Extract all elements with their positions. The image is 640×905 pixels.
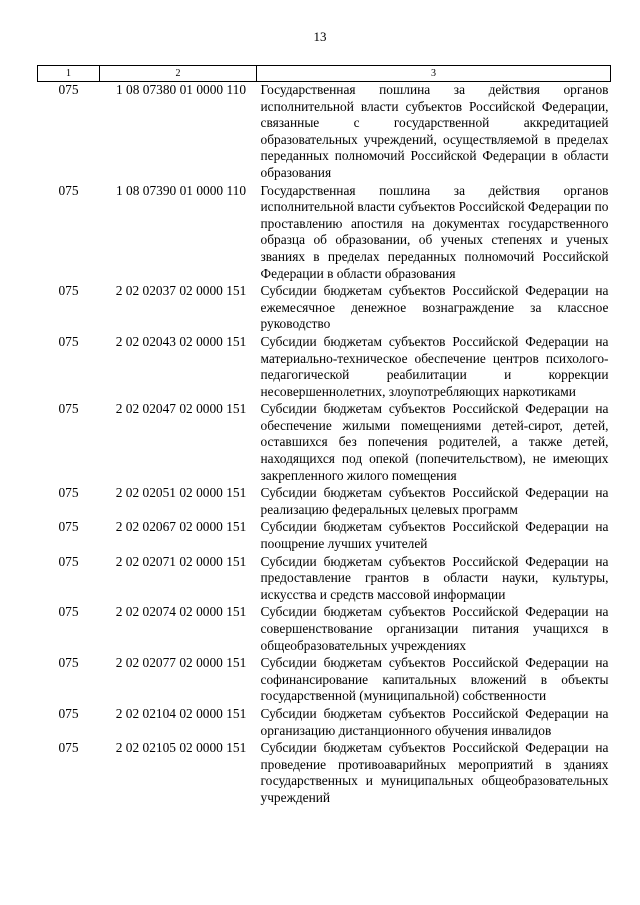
budget-classification-code-cell: 2 02 02077 02 0000 151 — [115, 655, 247, 671]
table-row — [38, 485, 611, 519]
budget-classification-code-cell: 1 08 07390 01 0000 110 — [115, 182, 247, 198]
budget-classification-code-cell: 2 02 02051 02 0000 151 — [115, 485, 247, 501]
admin-code-cell: 075 — [58, 485, 79, 501]
table-row — [38, 740, 611, 807]
table-row — [38, 655, 611, 706]
admin-code-cell: 075 — [58, 604, 79, 620]
admin-code-cell: 075 — [58, 705, 79, 721]
revenue-name-cell: Субсидии бюджетам субъектов Российской Федерации на материально-техническое обеспечение центров психолого-педагогической реабилитации и коррекции несовершеннолетних, злоупотребляющих наркотиками — [260, 333, 609, 399]
budget-classification-code-cell: 2 02 02105 02 0000 151 — [115, 740, 247, 756]
column-header-2: 2 — [100, 66, 257, 82]
revenue-name-cell: Субсидии бюджетам субъектов Российской Федерации на софинансирование капитальных вложений в объекты государственной (муниципальной) собственности — [260, 655, 609, 704]
admin-code-cell: 075 — [58, 283, 79, 299]
revenue-name-cell: Государственная пошлина за действия органов исполнительной власти субъектов Российской Федерации по проставлению апостиля на документах государственного образца об образовании, об ученых степенях и ученых званиях в пределах переданных полномочий Российской Федерации в области образования — [260, 182, 609, 281]
revenue-name-cell: Субсидии бюджетам субъектов Российской Федерации на предоставление грантов в области науки, культуры, искусства и средств массовой информации — [260, 553, 609, 602]
table-row — [38, 554, 611, 605]
admin-code-cell: 075 — [58, 333, 79, 349]
admin-code-cell: 075 — [58, 655, 79, 671]
table-row — [38, 283, 611, 334]
page-number: 13 — [313, 29, 327, 44]
table-row — [38, 183, 611, 284]
table-row — [38, 706, 611, 740]
table-header — [38, 66, 611, 82]
admin-code-cell: 075 — [58, 740, 79, 756]
budget-classification-code-cell: 1 08 07380 01 0000 110 — [115, 82, 247, 97]
revenue-name-cell: Субсидии бюджетам субъектов Российской Федерации на ежемесячное денежное вознаграждение за классное руководство — [260, 283, 609, 332]
revenue-name-cell: Субсидии бюджетам субъектов Российской Федерации на реализацию федеральных целевых программ — [260, 485, 609, 517]
admin-code-cell: 075 — [58, 401, 79, 417]
table-row — [38, 82, 611, 183]
admin-code-cell: 075 — [58, 82, 79, 97]
revenue-name-cell: Субсидии бюджетам субъектов Российской Федерации на поощрение лучших учителей — [260, 519, 609, 552]
budget-classification-code-cell: 2 02 02037 02 0000 151 — [115, 283, 247, 299]
column-header-3: 3 — [257, 66, 611, 82]
budget-codes-table — [37, 65, 611, 808]
table-body — [38, 82, 611, 808]
table-row — [38, 604, 611, 655]
budget-classification-code-cell: 2 02 02067 02 0000 151 — [115, 519, 247, 535]
revenue-name-cell: Субсидии бюджетам субъектов Российской Федерации на совершенствование организации питания учащихся в общеобразовательных учреждениях — [260, 604, 609, 653]
revenue-name-cell: Государственная пошлина за действия органов исполнительной власти субъектов Российской Федерации, связанные с государственной аккредитацией образовательных учреждений, осуществляемой в пределах переданных полномочий Российской Федерации в области образования — [260, 82, 609, 180]
budget-classification-code-cell: 2 02 02047 02 0000 151 — [115, 401, 247, 417]
admin-code-cell: 075 — [58, 519, 79, 535]
admin-code-cell: 075 — [58, 182, 79, 198]
revenue-name-cell: Субсидии бюджетам субъектов Российской Федерации на проведение противоаварийных мероприятий в зданиях государственных и муниципальных общеобразовательных учреждений — [260, 740, 609, 805]
header-row — [38, 66, 611, 82]
table-row — [38, 519, 611, 553]
column-header-1: 1 — [38, 66, 100, 82]
budget-classification-code-cell: 2 02 02043 02 0000 151 — [115, 333, 247, 349]
budget-classification-code-cell: 2 02 02071 02 0000 151 — [115, 553, 247, 569]
table-row — [38, 401, 611, 485]
table-row — [38, 334, 611, 401]
budget-classification-code-cell: 2 02 02074 02 0000 151 — [115, 604, 247, 620]
budget-classification-code-cell: 2 02 02104 02 0000 151 — [115, 705, 247, 721]
admin-code-cell: 075 — [58, 553, 79, 569]
revenue-name-cell: Субсидии бюджетам субъектов Российской Федерации на обеспечение жилыми помещениями детей-сирот, детей, оставшихся без попечения родителей, а также детей, находящихся под опекой (попечительством), не имеющих закрепленного жилого помещения — [260, 401, 609, 483]
revenue-name-cell: Субсидии бюджетам субъектов Российской Федерации на организацию дистанционного обучения инвалидов — [260, 705, 609, 738]
